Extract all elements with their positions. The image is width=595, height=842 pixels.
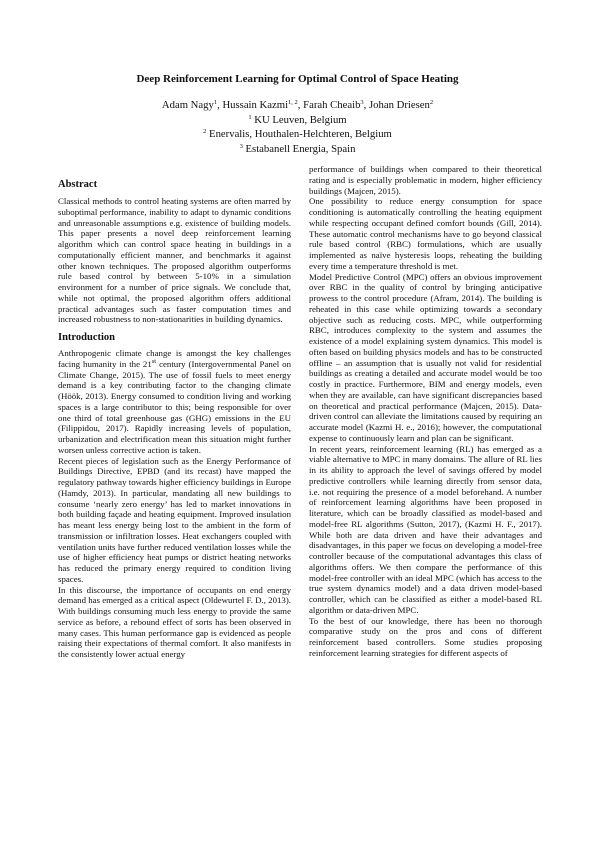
affiliation-line bbox=[0, 142, 595, 157]
author-name: Johan Driesen bbox=[369, 99, 430, 111]
affiliation-text: Estabanell Energia, Spain bbox=[245, 142, 356, 155]
ordinal-suffix: st bbox=[151, 357, 157, 365]
affiliation-text: Enervalis, Houthalen-Helchteren, Belgium bbox=[209, 128, 392, 140]
abstract-heading: Abstract bbox=[58, 179, 98, 190]
abstract-paragraph: Classical methods to control heating systems are often marred by suboptimal performance, inability to adapt to dynamic conditions and unreasonable assumptions e.g. existence of building models. This paper presents a novel deep reinforcement learning algorithm which can control space heating in buildings in a computationally efficient manner, and benchmarks it against other known techniques. The proposed algorithm outperforms rule based control by between 5-10% in a simulation environment for a number of price signals. We conclude that, while not optimal, the proposed algorithm offers additional practical advantages such as faster computation times and increased robustness to non-stationarities in building dynamics. bbox=[58, 196, 291, 325]
introduction-heading: Introduction bbox=[58, 332, 115, 343]
affiliation-mark: 3 bbox=[239, 142, 243, 150]
affiliation-text: KU Leuven, Belgium bbox=[254, 113, 347, 126]
paper-title: Deep Reinforcement Learning for Optimal Control of Space Heating bbox=[136, 73, 459, 85]
affiliation-line bbox=[0, 127, 595, 142]
intro-paragraph bbox=[58, 348, 291, 456]
author-affiliation-mark: 2 bbox=[429, 99, 434, 106]
affiliation-mark: 2 bbox=[203, 128, 207, 135]
author-block bbox=[0, 98, 595, 156]
intro-text-start: Anthropogenic climate change is amongst the key challenges facing humanity in the 21 bbox=[58, 348, 291, 369]
intro-text-rest: century (Intergovernmental Panel on Climate Change, 2015). The use of fossil fuels to meet energy demand is a key contributing factor to the changing climate (Höök, 2013). Energy consumed to condition living and working spaces is a large contributor to this; being responsible for over one third of total greenhouse gas (GHG) emissions in the EU (Filippidou, 2017). Rapidly increasing levels of population, urbanization and electrification mean this situation might further worsen unless corrective action is taken. bbox=[58, 358, 291, 455]
body-paragraph: Recent pieces of legislation such as the Energy Performance of Buildings Directive, EPBD (and its recast) have mapped the regulatory pathway towards higher efficiency buildings in Europe (Hamdy, 2013). In particular, mandating all new buildings to consume ‘nearly zero energy’ has led to market innovations in both building façade and heating equipment. Improved insulation has meant less energy being lost to the ambient in the form of transmission or infiltration losses. Heat exchangers coupled with ventilation units have further reduced ventilation losses while the use of higher efficiency heat pumps or district heating networks has reduced the primary energy required to condition living spaces. bbox=[58, 455, 291, 584]
body-paragraph: In recent years, reinforcement learning (RL) has emerged as a viable alternative to MPC in many domains. The allure of RL lies in its ability to approach the level of savings offered by model predictive controllers while learning directly from sensor data, i.e. not requiring the presence of a model beforehand. A number of reinforcement learning algorithms have been proposed in literature, which can be broadly classified as model-based and model-free RL algorithms (Sutton, 2017), (Kazmi H. F., 2017). While both are data driven and have their advantages and disadvantages, in this paper we focus on developing a model-free controller because of the computational advantages this class of algorithms offers. We then compare the performance of this model-free controller with an ideal MPC (which has access to the true system dynamics model) and a data driven model-based controller, which can be classified as either a model-based RL algorithm or data-driven MPC. bbox=[309, 443, 542, 615]
author-name: Hussain Kazmi bbox=[222, 99, 289, 111]
author-name: Farah Cheaib bbox=[303, 99, 361, 111]
affiliation-mark: 1 bbox=[248, 113, 252, 121]
body-paragraph: In this discourse, the importance of occupants on end energy demand has emerged as a critical aspect (Oldewurtel F. D., 2013). With buildings consuming much less energy to provide the same service as before, a rebound effect of sorts has been observed in many cases. This human performance gap is evidenced as people raising their expectations of thermal comfort. It also manifests in the consistently lower actual energy bbox=[58, 584, 291, 659]
left-column bbox=[58, 178, 291, 660]
author-affiliation-mark: 1, 2 bbox=[288, 99, 298, 106]
affiliation-line bbox=[0, 113, 595, 128]
body-paragraph: Model Predictive Control (MPC) offers an obvious improvement over RBC in the quality of control by bringing anticipative prowess to the control procedure (Afram, 2014). The building is reheated in this case while optimizing towards a secondary objective such as reducing costs. MPC, while outperforming RBC, introduces complexity to the system and assumes the existence of a model explaining system dynamics. This model is often based on building physics models and has to be constructed offline – an assumption that is usually not valid for residential buildings as creating a detailed and accurate model would be too costly in practice. Furthermore, BIM and energy models, even when they are available, can have significant discrepancies based on theoretical and practical performance (Majcen, 2015). Data-driven control can alleviate the limitations caused by requiring an accurate model (Kazmi H. e., 2016); however, the computational expense to continuously learn and plan can be significant. bbox=[309, 271, 542, 443]
body-paragraph: One possibility to reduce energy consumption for space conditioning is automatically controlling the heating equipment while respecting occupant defined comfort bounds (Gill, 2014). These automatic control mechanisms have to go beyond classical rule based control (RBC) formulations, which are usually implemented as naïve hysteresis loops, reheating the building every time a temperature threshold is met. bbox=[309, 196, 542, 271]
author-affiliation-mark: 1 bbox=[213, 99, 218, 106]
right-column bbox=[309, 164, 542, 659]
body-paragraph: performance of buildings when compared to their theoretical rating and is especially problematic in modern, higher efficiency buildings (Majcen, 2015). bbox=[309, 164, 542, 196]
author-affiliation-mark: 3 bbox=[360, 99, 364, 106]
body-paragraph: To the best of our knowledge, there has been no thorough comparative study on the pros and cons of different reinforcement based controllers. Some studies proposing reinforcement learning strategies for different aspects of bbox=[309, 615, 542, 658]
author-line: Adam Nagy$^1$, Hussain Kazmi$^{1, 2}$, Farah Cheaib$^3$, Johan Driesen$^2$ bbox=[161, 99, 434, 111]
author-name: Adam Nagy bbox=[161, 99, 214, 111]
